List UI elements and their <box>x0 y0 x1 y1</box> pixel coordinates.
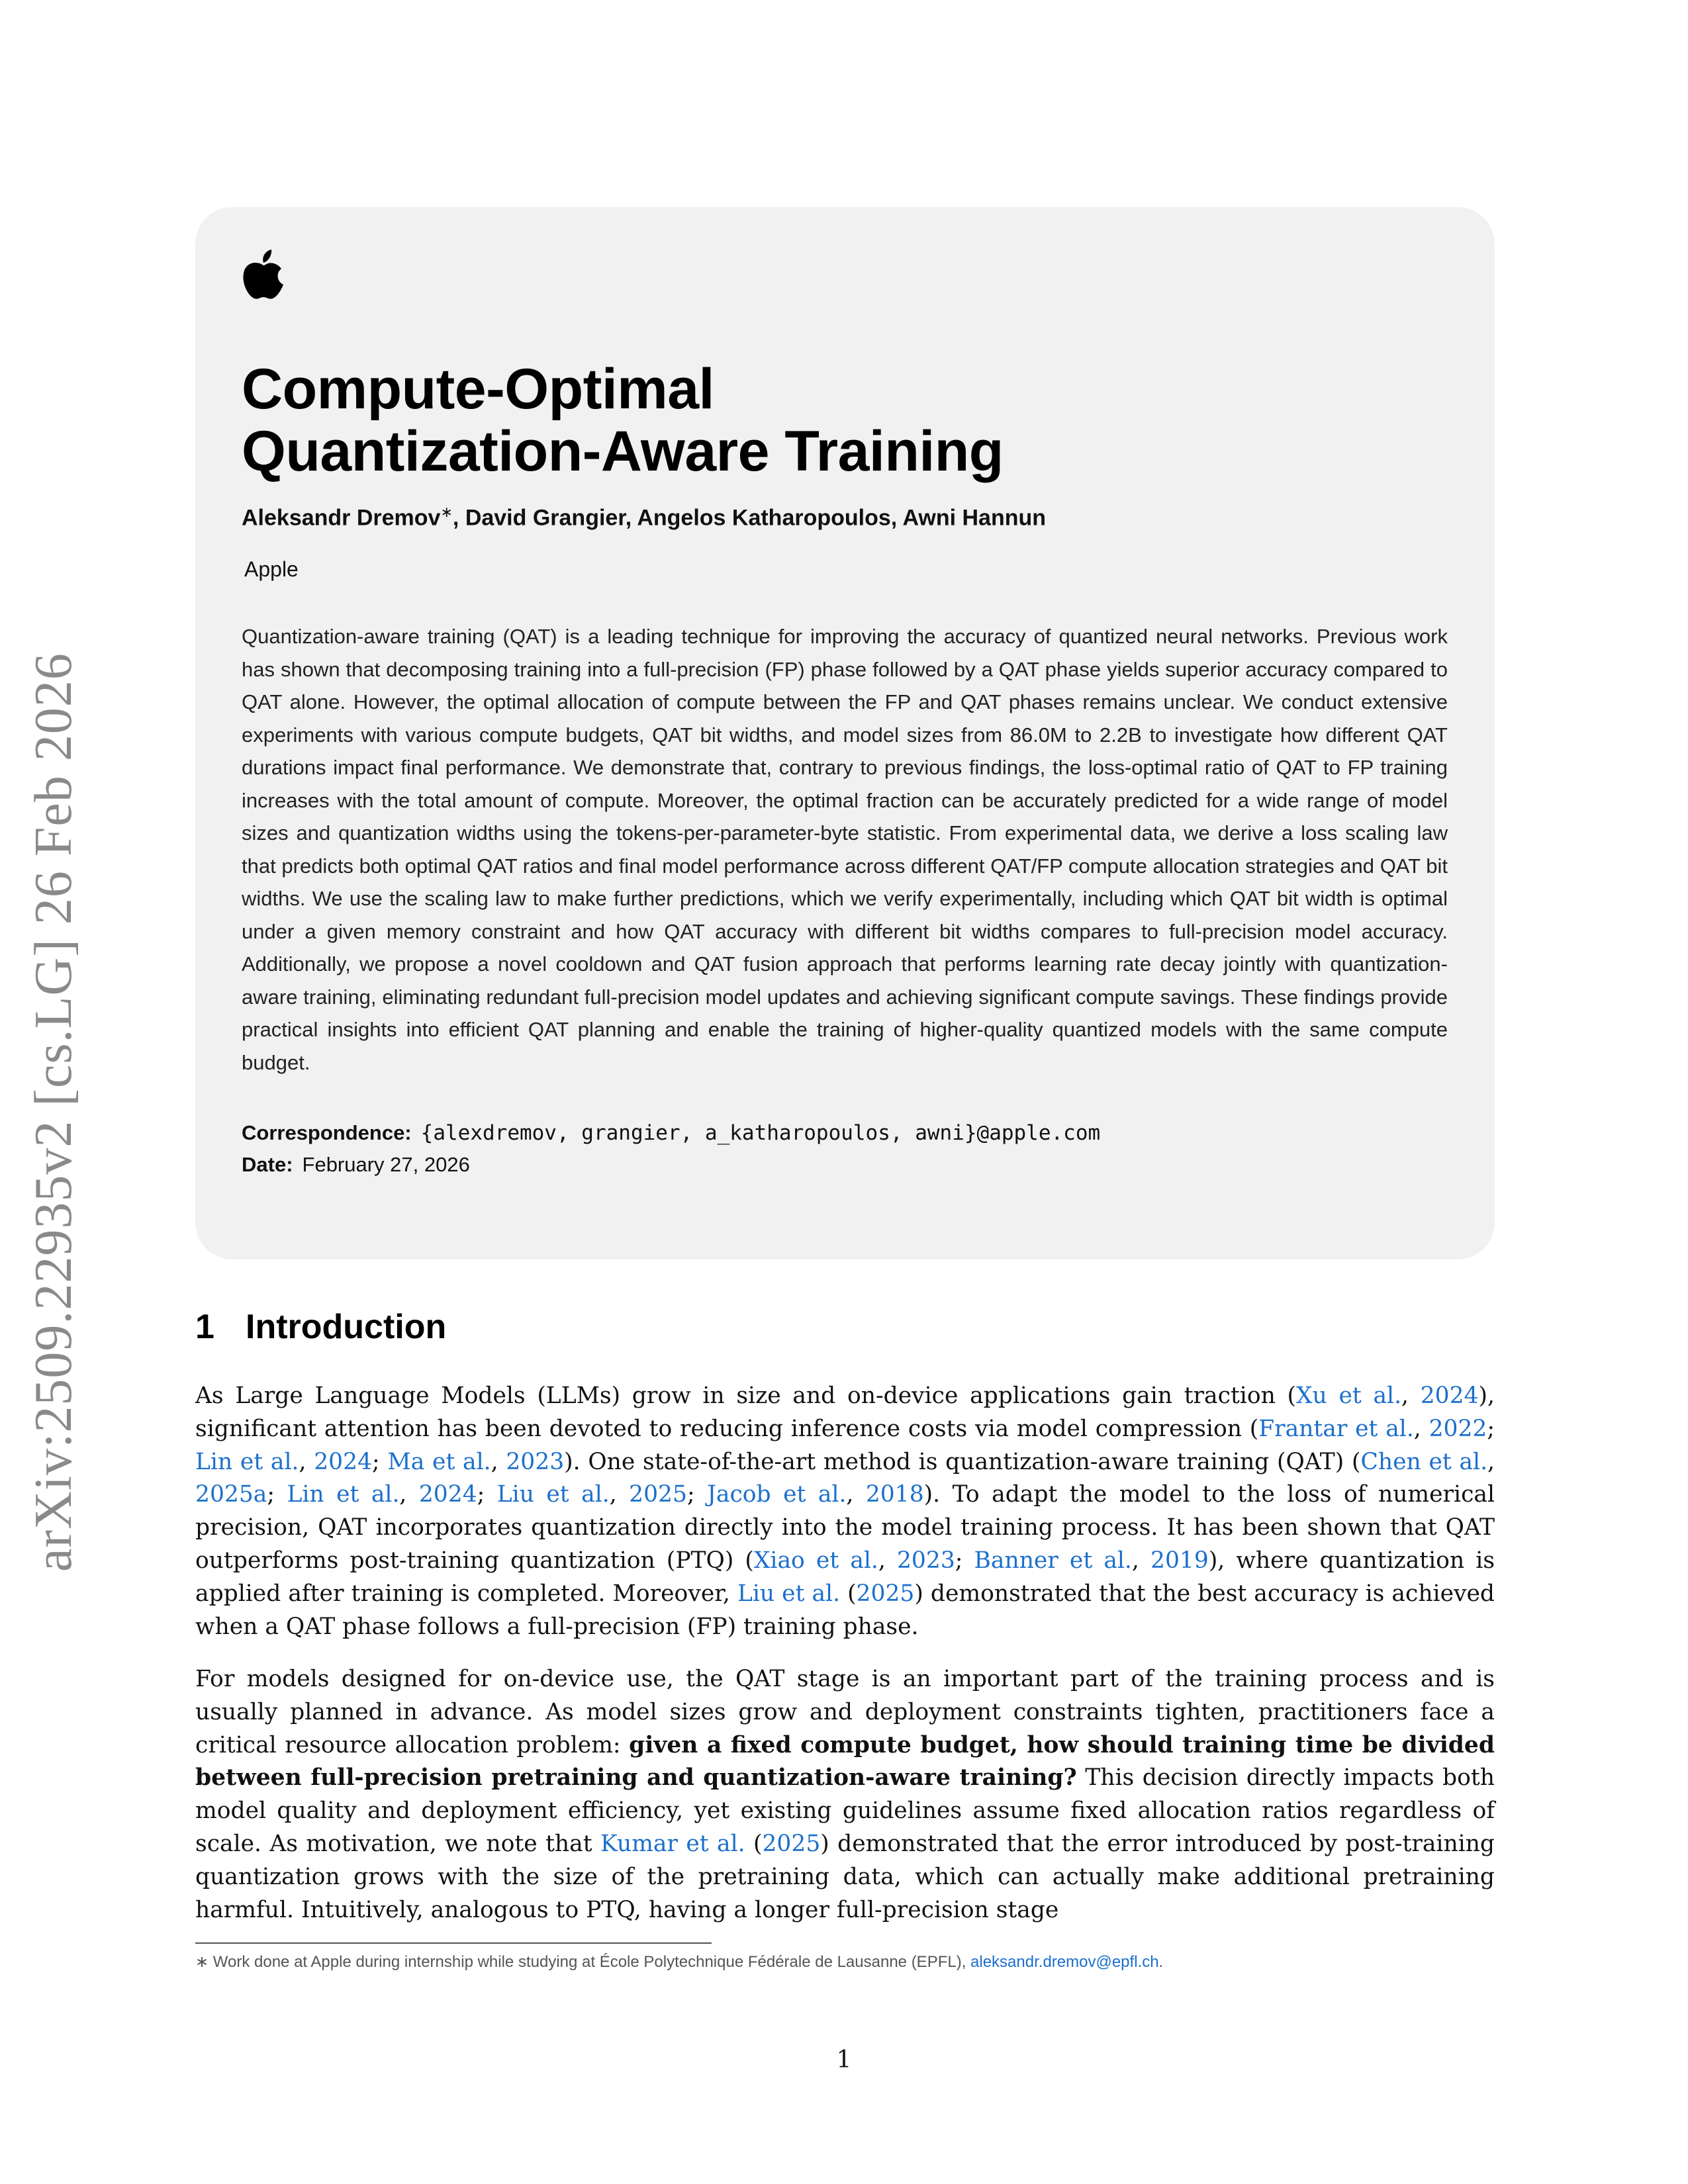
citation-link[interactable]: Kumar et al. <box>600 1830 745 1857</box>
text-run: ; <box>1487 1415 1495 1442</box>
author-footnote-mark: ∗ <box>440 504 453 520</box>
abstract: Quantization-aware training (QAT) is a leading technique for improving the accuracy of quantized neural networks. Previous work has shown that decomposing training into a full-precision (FP) phase followed by a QAT phase yields superior accuracy compared to QAT alone. However, the optimal allocation of compute between the FP and QAT phases remains unclear. We conduct extensive experiments with various compute budgets, QAT bit widths, and model sizes from 86.0M to 2.2B to investigate how different QAT durations impact final performance. We demonstrate that, contrary to previous findings, the loss-optimal ratio of QAT to FP training increases with the total amount of compute. Moreover, the optimal fraction can be accurately predicted for a wide range of model sizes and quantization widths using the tokens-per-parameter-byte statistic. From experimental data, we derive a loss scaling law that predicts both optimal QAT ratios and final model performance across different QAT/FP compute allocation strategies and QAT bit widths. We use the scaling law to make further predictions, which we verify experimentally, including which QAT bit width is optimal under a given memory constraint and how QAT accuracy with different bit widths compares to full-precision model accuracy. Additionally, we propose a novel cooldown and QAT fusion approach that performs learning rate decay jointly with quantization-aware training, eliminating redundant full-precision model updates and achieving significant compute savings. These findings provide practical insights into efficient QAT planning and enable the training of higher-quality quantized models with the same compute budget. <box>242 625 1448 1074</box>
citation-link[interactable]: 2023 <box>896 1547 955 1574</box>
citation-link[interactable]: 2018 <box>865 1481 924 1508</box>
citation-link[interactable]: 2024 <box>1420 1383 1479 1409</box>
text-run: ), where quantization is applied after training is completed. Moreover, <box>195 1547 1495 1607</box>
text-run: , <box>399 1481 419 1508</box>
citation-link[interactable]: 2022 <box>1429 1415 1487 1442</box>
section-heading <box>195 1307 446 1347</box>
citation-link[interactable]: Jacob et al. <box>707 1481 847 1508</box>
text-run: , <box>878 1547 897 1574</box>
citation-link[interactable]: 2023 <box>506 1448 565 1475</box>
correspondence-label: Correspondence: <box>242 1121 412 1145</box>
text-run: ( <box>840 1580 857 1607</box>
footnote-email-link[interactable]: aleksandr.dremov@epfl.ch <box>970 1953 1159 1971</box>
text-run: , <box>1131 1547 1150 1574</box>
text-run: , <box>299 1448 314 1475</box>
section-number: 1 <box>195 1308 214 1346</box>
text-run: , <box>1401 1383 1421 1409</box>
citation-link[interactable]: Lin et al. <box>195 1448 299 1475</box>
text-run: ; <box>955 1547 974 1574</box>
text-run: ), significant attention has been devoted to reducing inference costs via model compression ( <box>195 1383 1495 1442</box>
text-run: , <box>1413 1415 1429 1442</box>
title-line: Quantization-Aware Training <box>242 420 1004 483</box>
footnote-end: . <box>1158 1953 1164 1971</box>
arxiv-identifier: arXiv:2509.22935v2 [cs.LG] 26 Feb 2026 <box>24 653 83 1572</box>
citation-link[interactable]: 2025 <box>856 1580 915 1607</box>
intro-paragraph-2 <box>195 1663 1495 1927</box>
text-run: ) demonstrated that the best accuracy is achieved when a QAT phase follows a full-precision (FP) training phase. <box>195 1580 1495 1640</box>
citation-link[interactable]: Xiao et al. <box>753 1547 878 1574</box>
citation-link[interactable]: 2024 <box>314 1448 373 1475</box>
citation-link[interactable]: Xu et al. <box>1296 1383 1402 1409</box>
text-run: ). To adapt the model to the loss of numerical precision, QAT incorporates quantization directly into the model training process. It has been shown that QAT outperforms post-training quantization (PTQ) ( <box>195 1481 1495 1574</box>
citation-link[interactable]: 2025 <box>629 1481 687 1508</box>
date-row <box>242 1149 1448 1181</box>
text-run: , <box>1487 1448 1495 1475</box>
author-list: Aleksandr Dremov∗, David Grangier, Angelos Katharopoulos, Awni Hannun <box>242 504 1047 531</box>
text-run: , <box>491 1448 506 1475</box>
text-run: As Large Language Models (LLMs) grow in size and on-device applications gain traction ( <box>195 1383 1296 1409</box>
correspondence-row <box>242 1117 1448 1149</box>
text-run: ( <box>745 1830 763 1857</box>
title-line: Compute-Optimal <box>242 357 714 421</box>
text-run: ; <box>267 1481 287 1508</box>
page-number: 1 <box>836 2046 852 2073</box>
text-run: ; <box>686 1481 708 1508</box>
author-name: Awni Hannun <box>902 505 1047 531</box>
citation-link[interactable]: Chen et al. <box>1360 1448 1488 1475</box>
citation-link[interactable]: 2024 <box>418 1481 477 1508</box>
affiliation: Apple <box>244 557 299 582</box>
text-run: For models designed for on-device use, the QAT stage is an important part of the training process and is usually planned in advance. As model sizes grow and deployment constraints tighten, practitioners face a critical resource allocation problem: <box>195 1666 1495 1758</box>
text-run: This decision directly impacts both model quality and deployment efficiency, yet existing guidelines assume fixed allocation ratios regardless of scale. As motivation, we note that <box>195 1764 1495 1857</box>
emphasized-question: given a fixed compute budget, how should training time be divided between full-precision pretraining and quantization-aware training? <box>195 1731 1495 1792</box>
citation-link[interactable]: Frantar et al. <box>1258 1415 1414 1442</box>
text-run: ; <box>477 1481 497 1508</box>
citation-link[interactable]: Liu et al. <box>737 1580 841 1607</box>
citation-link[interactable]: 2025 <box>762 1830 821 1857</box>
header-card <box>195 207 1495 1259</box>
text-run: ). One state-of-the-art method is quantization-aware training (QAT) ( <box>564 1448 1361 1475</box>
author-name: David Grangier <box>465 505 626 531</box>
citation-link[interactable]: Liu et al. <box>496 1481 610 1508</box>
date-label: Date: <box>242 1153 293 1177</box>
citation-link[interactable]: 2025a <box>195 1481 267 1508</box>
citation-link[interactable]: Banner et al. <box>974 1547 1132 1574</box>
citation-link[interactable]: Lin et al. <box>287 1481 400 1508</box>
footnote <box>195 1952 1495 1972</box>
metadata <box>242 1117 1448 1181</box>
footnote-divider <box>195 1942 712 1944</box>
intro-paragraph-1 <box>195 1380 1495 1643</box>
author-name: Angelos Katharopoulos <box>637 505 891 531</box>
section-title: Introduction <box>246 1308 447 1346</box>
apple-logo-icon <box>242 248 285 300</box>
date-value: February 27, 2026 <box>302 1153 470 1177</box>
text-run: ) demonstrated that the error introduced by post-training quantization grows with the size of the pretraining data, which can actually make additional pretraining harmful. Intuitively, analogous to PTQ, having a longer full-precision stage <box>195 1830 1495 1923</box>
text-run: , <box>846 1481 866 1508</box>
citation-link[interactable]: Ma et al. <box>387 1448 491 1475</box>
text-run: ; <box>372 1448 388 1475</box>
author-name: Aleksandr Dremov <box>242 505 441 531</box>
citation-link[interactable]: 2019 <box>1150 1547 1209 1574</box>
footnote-text: ∗ Work done at Apple during internship while studying at École Polytechnique Fédérale de Lausanne (EPFL), <box>195 1953 971 1971</box>
text-run: , <box>609 1481 630 1508</box>
paper-title <box>242 358 1448 482</box>
correspondence-emails: {alexdremov, grangier, a_katharopoulos, awni}@apple.com <box>420 1121 1101 1146</box>
